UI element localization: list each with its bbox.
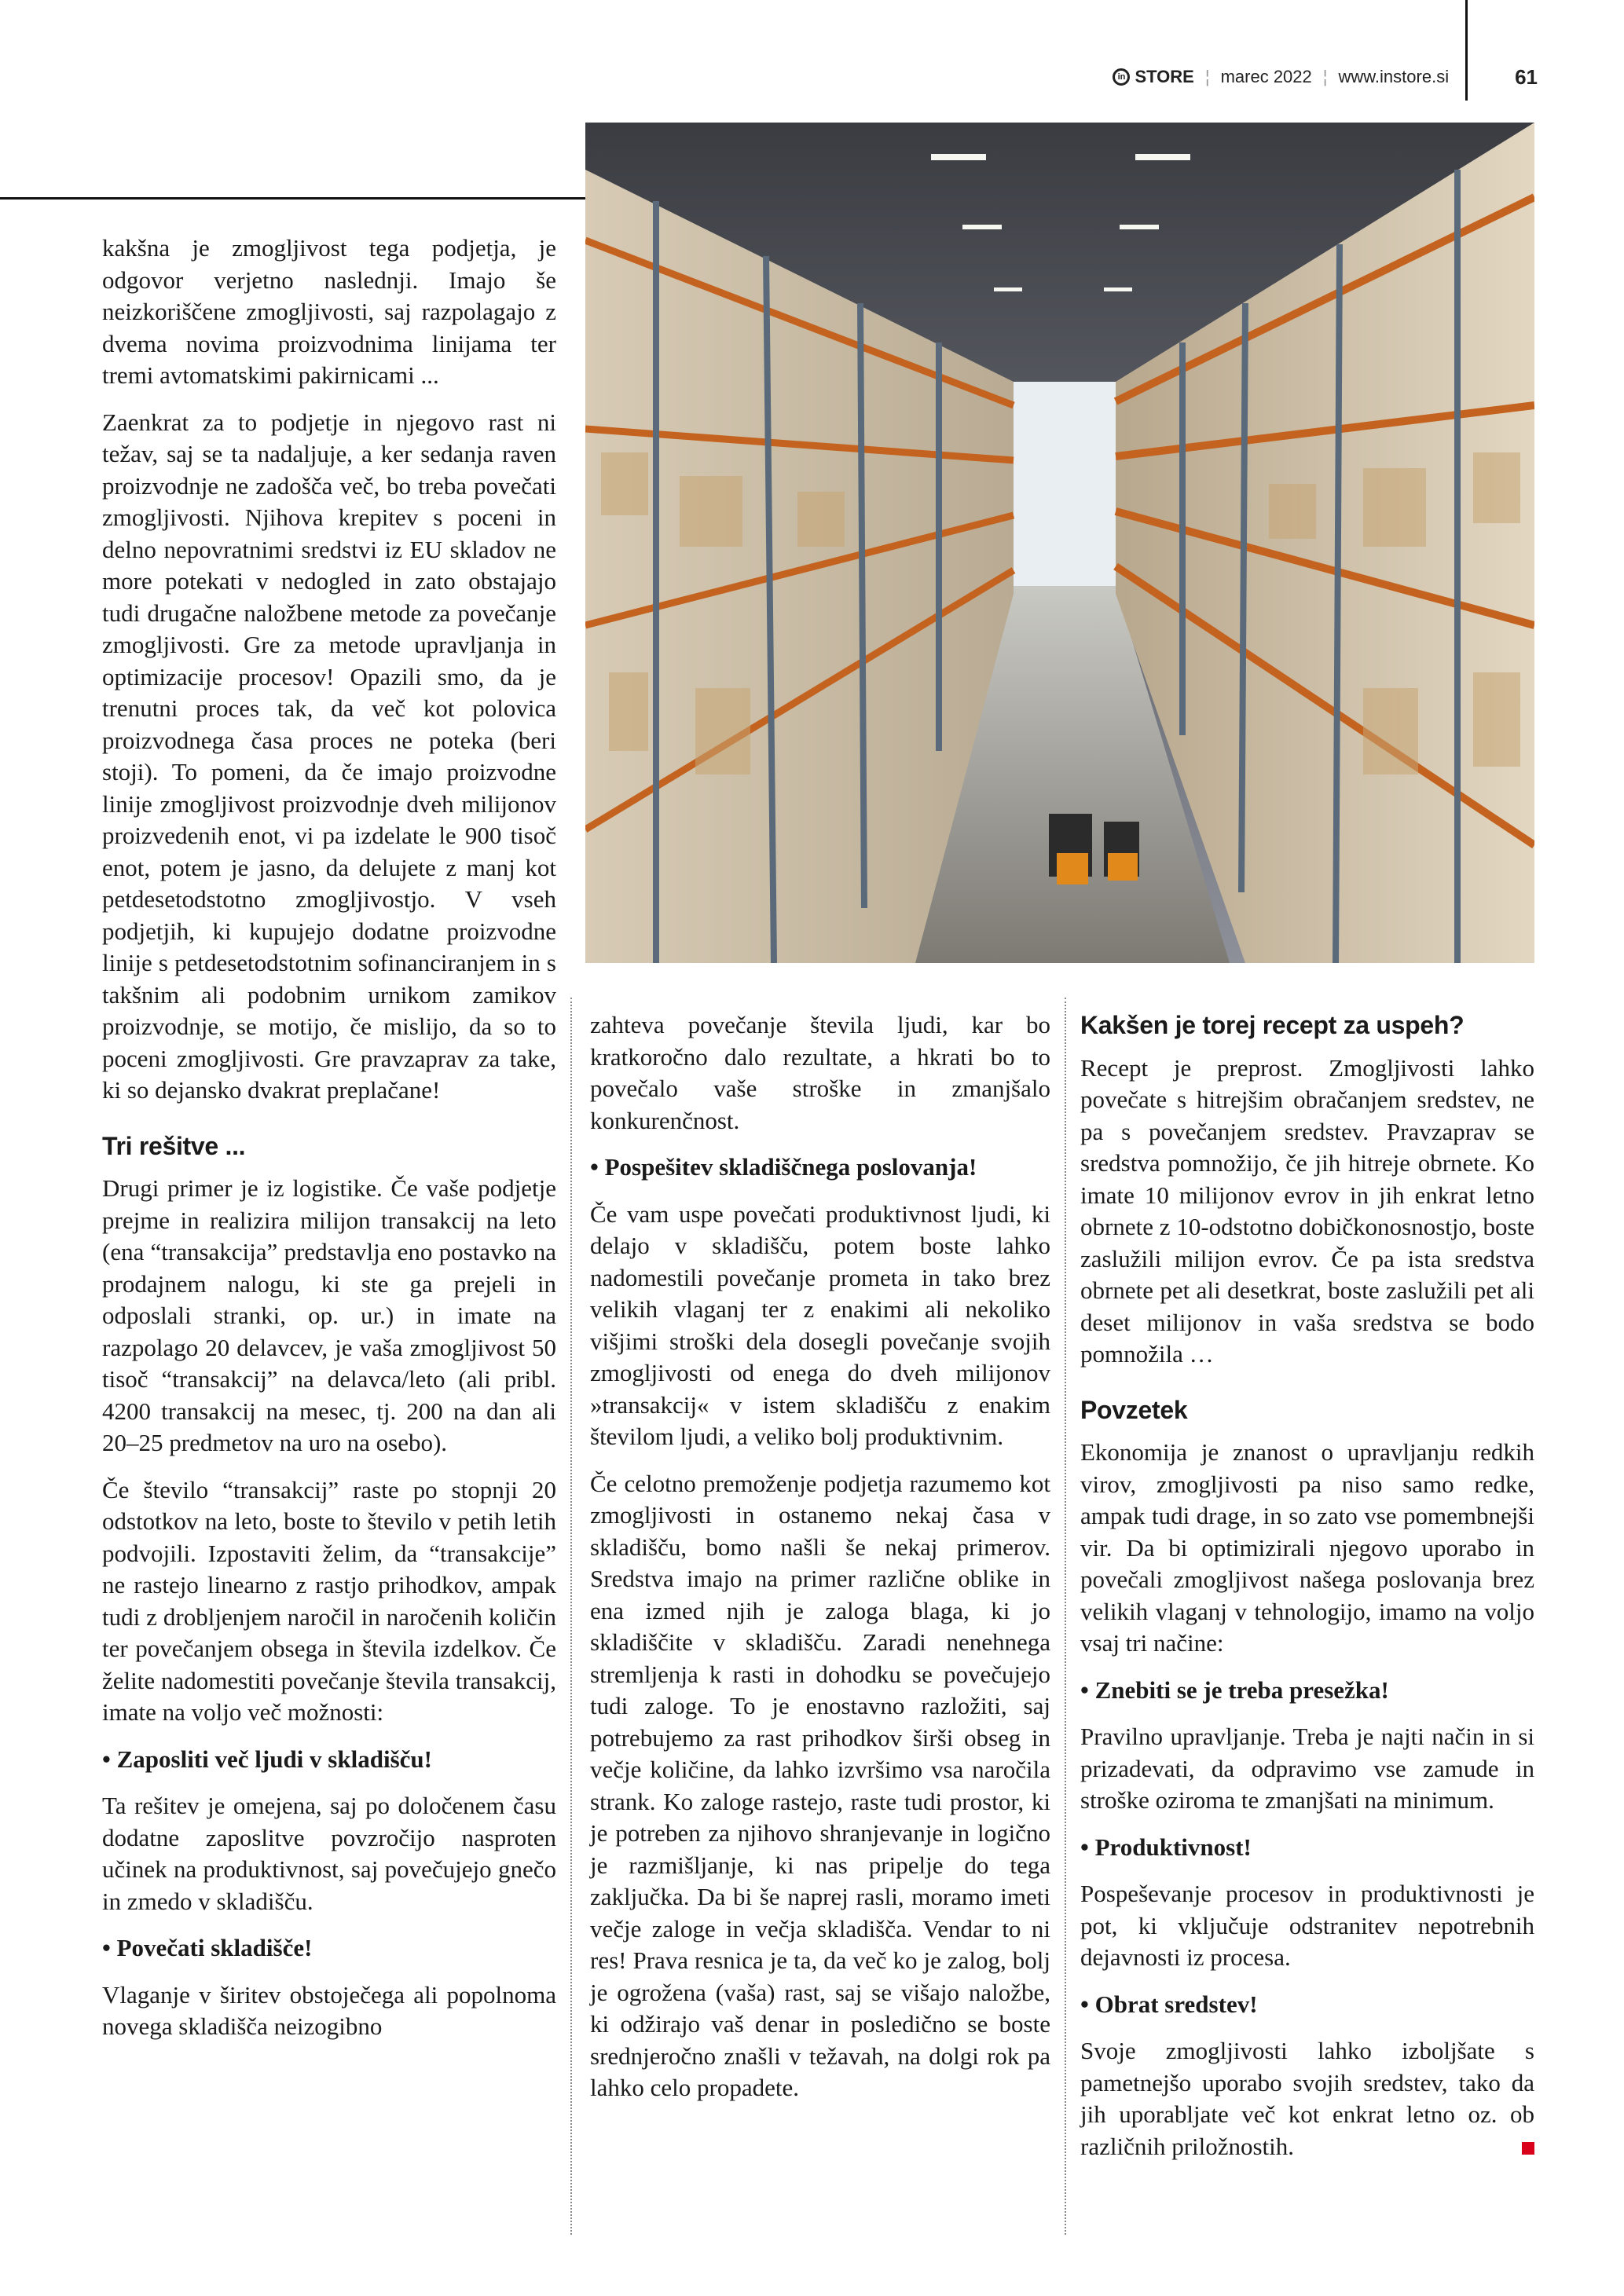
magazine-logo: in STORE [1113,67,1193,87]
paragraph: Svoje zmogljivosti lahko izboljšate s pametnejšo uporabo svojih sredstev, tako da jih uporabljate več kot enkrat letno oz. ob različnih priložnostih. [1080,2037,1534,2160]
section-heading: Tri rešitve ... [102,1131,246,1160]
warehouse-photo [585,123,1534,963]
paragraph: Če celotno premoženje podjetja razumemo kot zmogljivosti in ostanemo nekaj časa v skladišču, bomo našli še nekaj primerov. Sredstva imajo na primer različne oblike in ena izmed njih je zaloga blaga, ki jo skladiščite v skladišču. Zaradi nenehnega stremljenja k rasti in dohodku se povečujejo tudi zaloge. To je enostavno razložiti, saj potrebujemo za rast prihodkov širši obseg in večje količine, da lahko izvršimo vsa naročila strank. Ko zaloge rastejo, raste tudi prostor, ki je potreben za njihovo shranjevanje in logično je razmišljanje, ki nas pripelje do tega zaključka. Da bi še naprej rasli, moramo imeti večje zaloge in večja skladišča. Vendar to ni res! Prava resnica je ta, da več ko je zalog, bolj je ogrožena (vaša) rast, saj se višajo naložbe, ki odžirajo vaš denar in posledično se boste srednjeročno znašli v težavah, na dolgi rok pa lahko celo propadete. [590,1469,1050,2101]
paragraph: Pravilno upravljanje. Treba je najti način in si prizadevati, da odpravimo vse zamude in stroške oziroma te zmanjšati na minimum. [1080,1723,1534,1814]
paragraph: Vlaganje v širitev obstoječega ali popolnoma novega skladišča neizogibno [102,1980,556,2040]
paragraph: Če vam uspe povečati produktivnost ljudi, ki delajo v skladišču, potem boste lahko nadomestili povečanje prometa in tako brez velikih vlaganj ter z enakimi ali nekoliko višjimi stroški dela dosegli povečanje svojih zmogljivosti od enega do dveh milijonov »transakcij« v istem skladišču z enakim številom ljudi, a veliko bolj produktivnim. [590,1199,1050,1450]
article-column-1 [102,233,556,2058]
bullet-heading: • Znebiti se je treba presežka! [1080,1675,1389,1704]
bullet-heading: • Obrat sredstev! [1080,1990,1258,2018]
section-heading: Kakšen je torej recept za uspeh? [1080,1011,1465,1039]
header-divider [1465,0,1468,101]
bullet-heading: • Produktivnost! [1080,1833,1252,1861]
bullet-heading: • Povečati skladišče! [102,1934,313,1961]
article-column-2 [590,1009,1050,2119]
paragraph: Zaenkrat za to podjetje in njegovo rast ni težav, saj se ta nadaljuje, a ker sedanja raven proizvodnje ne zadošča več, bo treba povečati zmogljivosti. Njihova krepitev s poceni in delno nepovratnimi sredstvi iz EU skladov ne more potekati v nedogled in zato obstajajo tudi drugačne naložbene metode za povečanje zmogljivosti. Gre za metode upravljanja in optimizacije procesov! Opazili smo, da je trenutni proces tak, da več kot polovica proizvodnega časa proces ne poteka (beri stoji). To pomeni, da če imajo proizvodne linije zmogljivost proizvodnje dveh milijonov proizvedenih enot, vi pa izdelate le 900 tisoč enot, potem je jasno, da delujete z manj kot petdesetodstotno zmogljivostjo. V vseh podjetjih, ki kupujejo dodatne proizvodne linije s petdesetodstotnim sofinanciranjem in s takšnim ali podobnim urnikom zamikov proizvodnje, se motijo, če mislijo, da so to poceni zmogljivosti. Gre pravzaprav za take, ki so dejansko dvakrat preplačane! [102,408,556,1104]
article-column-3 [1080,1009,1534,2177]
bullet-heading: • Pospešitev skladiščnega poslovanja! [590,1153,977,1181]
column-divider [570,998,572,2235]
website-link[interactable]: www.instore.si [1338,67,1450,86]
end-of-article-icon [1522,2142,1534,2155]
paragraph: Ekonomija je znanost o upravljanju redkih virov, zmogljivosti pa niso samo redke, ampak tudi drage, in so zato vse pomembnejši vir. Da bi optimizirali njegovo uporabo in povečali zmogljivost našega poslovanja brez velikih vlaganj v tehnologijo, imamo na voljo vsaj tri načine: [1080,1438,1534,1657]
paragraph: Pospeševanje procesov in produktivnosti je pot, ki vključuje odstranitev nepotrebnih dejavnosti iz procesa. [1080,1880,1534,1971]
column-divider [1065,998,1066,2235]
paragraph: kakšna je zmogljivost tega podjetja, je odgovor verjetno naslednji. Imajo še neizkoriščene zmogljivosti, saj razpolagajo z dvema novima proizvodnima linijama ter tremi avtomatskimi pakirnicami ... [102,234,556,389]
paragraph: zahteva povečanje števila ljudi, kar bo kratkoročno dalo rezultate, a hkrati bo to povečalo vaše stroške in zmanjšalo konkurenčnost. [590,1011,1050,1134]
paragraph: Recept je preprost. Zmogljivosti lahko povečate s hitrejšim obračanjem sredstev, ne pa s povečanjem sredstev. Pravzaprav se sredstva pomnožijo, če jih hitreje obrnete. Ko imate 10 milijonov evrov in jih enkrat letno obrnete z 10-odstotno dobičkonosnostjo, boste zaslužili milijon evrov. Če pa ista sredstva obrnete pet ali desetkrat, boste zaslužili pet ali deset milijonov in vaša sredstva se bodo pomnožila … [1080,1053,1534,1368]
instore-logo-icon: in [1113,68,1130,86]
page-header: in STORE ¦ marec 2022 ¦ www.instore.si 61 [1113,61,1538,93]
bullet-heading: • Zaposliti več ljudi v skladišču! [102,1745,432,1773]
page-number: 61 [1515,64,1538,89]
paragraph: Če število “transakcij” raste po stopnji 20 odstotkov na leto, boste to število v petih letih podvojili. Izpostaviti želim, da “transakcije” ne rastejo linearno z rastjo prihodkov, ampak tudi z drobljenjem naročil in naročenih količin ter povečanjem obsega in števila izdelkov. Če želite nadomestiti povečanje števila transakcij, imate na voljo več možnosti: [102,1475,556,1726]
paragraph: Drugi primer je iz logistike. Če vaše podjetje prejme in realizira milijon transakcij na leto (ena “transakcija” predstavlja eno postavko na prodajnem nalogu, ki ste ga prejeli in odposlali stranki, op. ur.) in imate na razpolago 20 delavcev, je vaša zmogljivost 50 tisoč “transakcij” na delavca/leto (ali pribl. 4200 transakcij na mesec, tj. 200 na dan ali 20–25 predmetov na uro na osebo). [102,1174,556,1456]
issue-date: marec 2022 [1220,67,1312,86]
top-rule [0,197,585,200]
paragraph: Ta rešitev je omejena, saj po določenem času dodatne zaposlitve povzročijo nasproten učinek na produktivnost, saj povečujejo gnečo in zmedo v skladišču. [102,1792,556,1915]
section-heading: Povzetek [1080,1395,1188,1424]
